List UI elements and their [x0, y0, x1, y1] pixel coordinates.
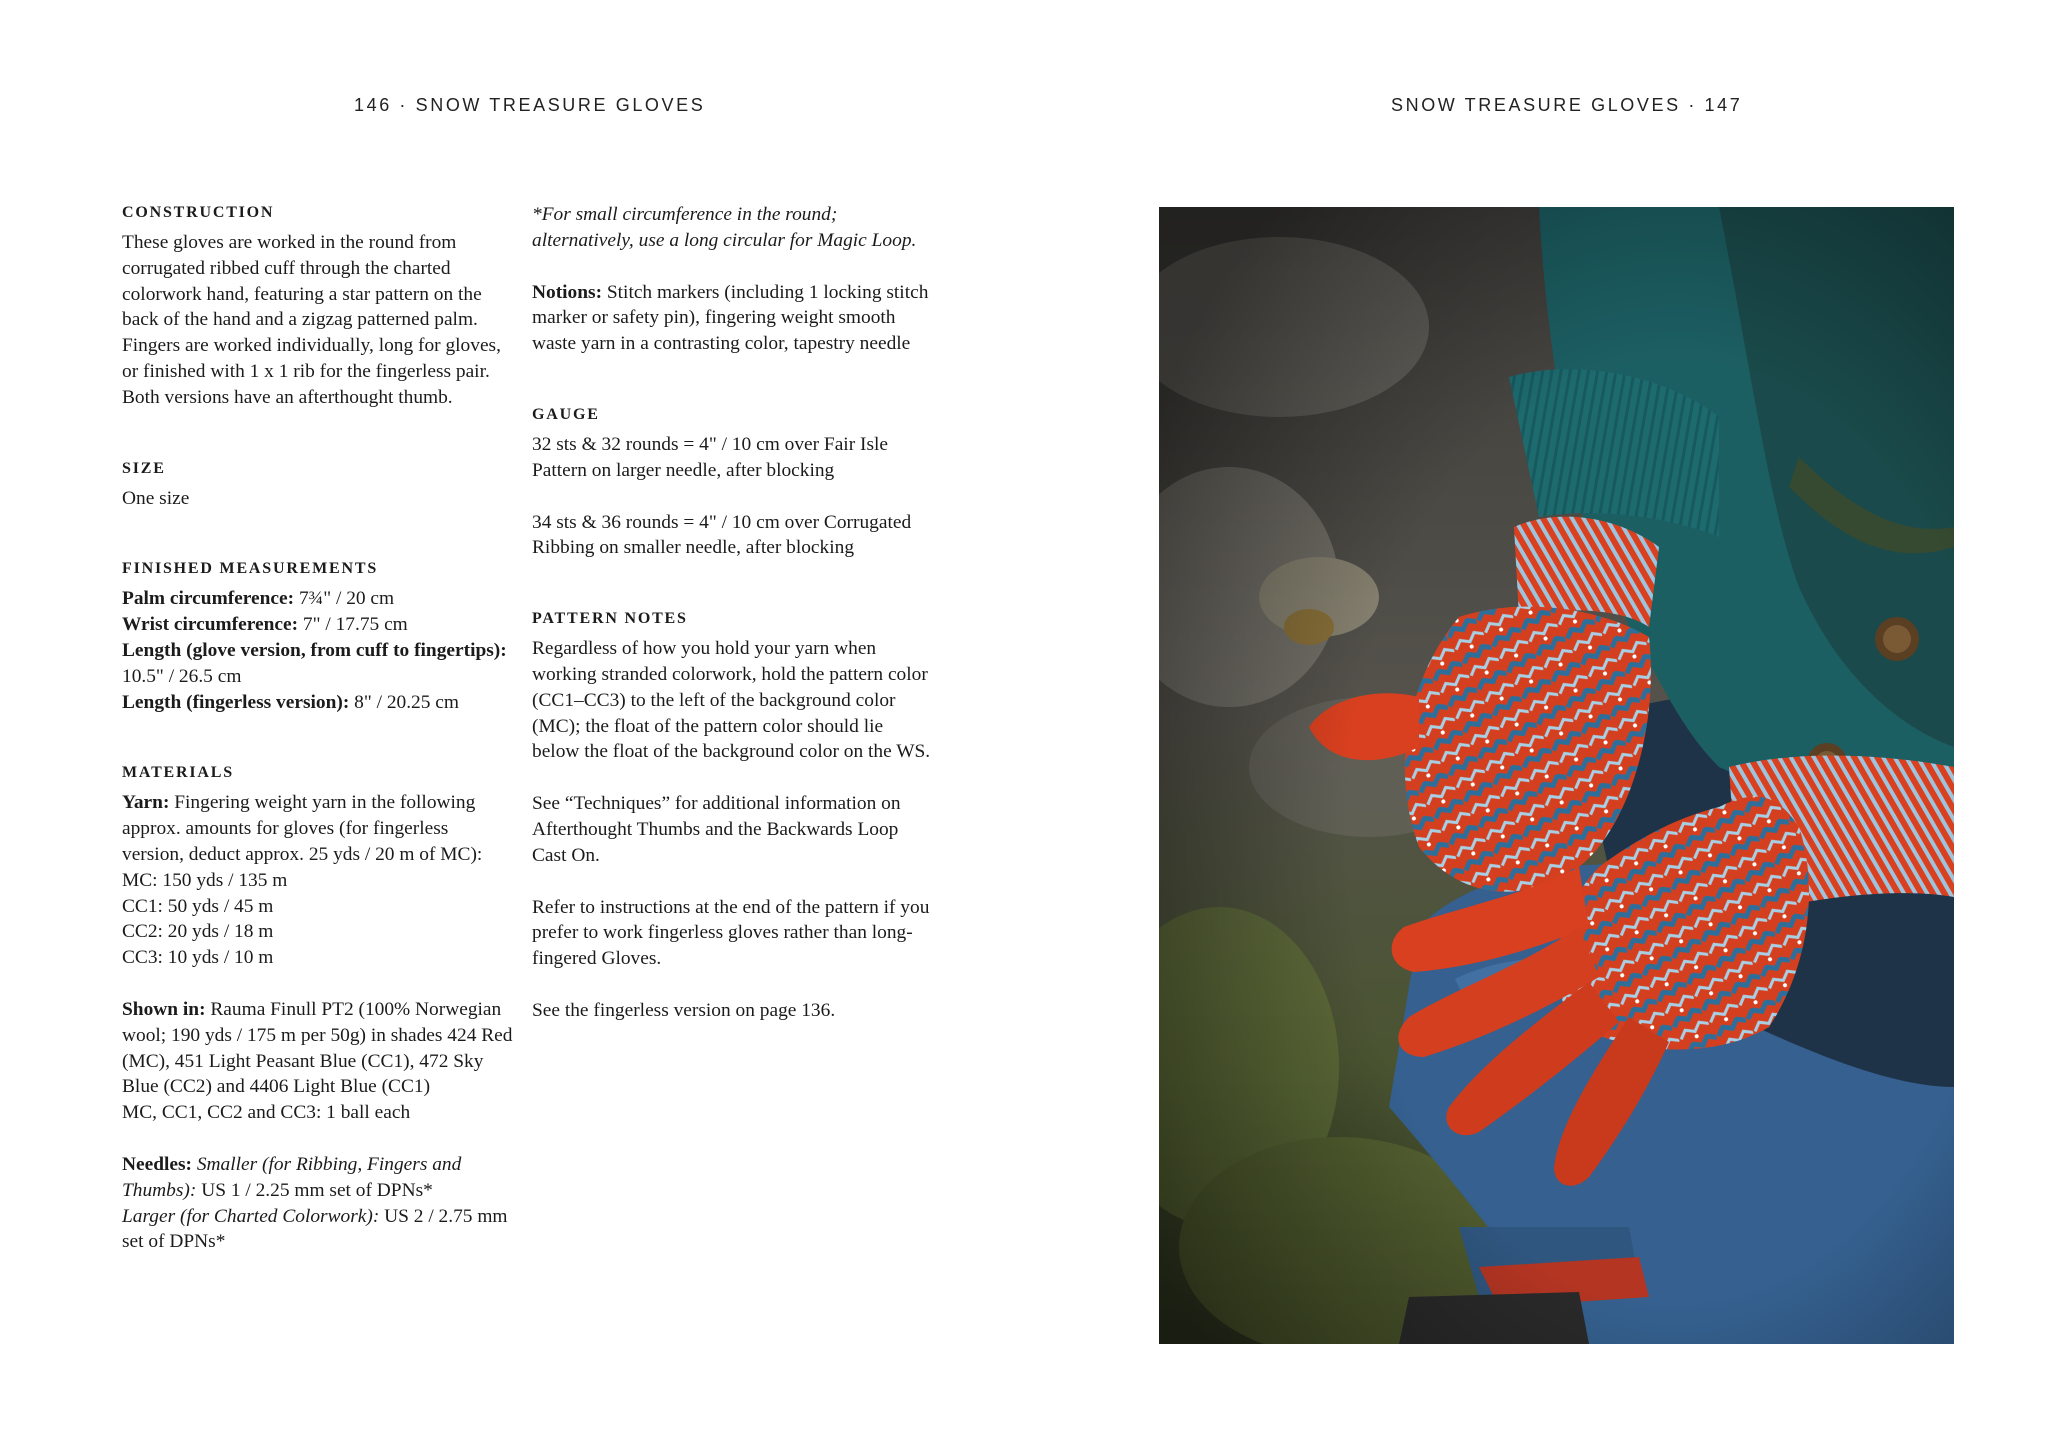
needles-label: Needles:: [122, 1153, 192, 1175]
pattern-note-4: See the fingerless version on page 136.: [532, 999, 836, 1021]
amount-cc2: CC2: 20 yds / 18 m: [122, 921, 274, 943]
left-column: [122, 202, 514, 1302]
shown-in-quantity: MC, CC1, CC2 and CC3: 1 ball each: [122, 1102, 411, 1124]
length-glove-value: 10.5" / 26.5 cm: [122, 665, 242, 687]
size-text: One size: [122, 487, 190, 509]
wrist-circumference: [122, 612, 514, 638]
size-section: [122, 458, 514, 512]
wrist-label: Wrist circumference:: [122, 614, 299, 636]
gloves-photo: [1159, 207, 1954, 1344]
palm-circumference: [122, 586, 514, 612]
materials-heading: MATERIALS: [122, 764, 234, 782]
wrist-value: 7" / 17.75 cm: [298, 614, 408, 636]
shown-in-description: Rauma Finull PT2 (100% Norwegian wool; 190 yds / 175 m per 50g) in shades 424 Red (MC), 451 Light Peasant Blue (CC1), 472 Sky Blue (CC2) and 4406 Light Blue (CC1): [122, 998, 513, 1098]
yarn-label: Yarn:: [122, 792, 170, 814]
pattern-note-3: Refer to instructions at the end of the pattern if you prefer to work fingerless gloves rather than long-fingered Gloves.: [532, 896, 930, 970]
length-glove-label: Length (glove version, from cuff to fingertips):: [122, 639, 507, 661]
running-head-right: SNOW TREASURE GLOVES · 147: [1391, 95, 1743, 115]
length-fingerless: [122, 690, 514, 716]
notions-description: Stitch markers (including 1 locking stitch marker or safety pin), fingering weight smooth waste yarn in a contrasting color, tapestry needle: [532, 281, 929, 355]
construction-heading: CONSTRUCTION: [122, 204, 275, 221]
right-column: [532, 202, 932, 1071]
needles-footnote: *For small circumference in the round; alternatively, use a long circular for Magic Loop.: [532, 204, 917, 251]
length-glove: [122, 638, 514, 690]
pattern-notes-section: [532, 608, 932, 1024]
needles-smaller-value: US 1 / 2.25 mm set of DPNs*: [196, 1179, 433, 1201]
gauge-ribbing: 34 sts & 36 rounds = 4" / 10 cm over Corrugated Ribbing on smaller needle, after blocking: [532, 511, 912, 559]
needles-larger-label: Larger (for Charted Colorwork):: [122, 1205, 380, 1227]
pattern-note-2: See “Techniques” for additional information on Afterthought Thumbs and the Backwards Loop Cast On.: [532, 793, 901, 866]
notions-text: [532, 280, 932, 357]
gloves-photo-illustration: [1159, 207, 1954, 1344]
notions-label: Notions:: [532, 281, 603, 303]
gauge-heading: GAUGE: [532, 405, 600, 423]
materials-section: [122, 762, 514, 1255]
construction-section: [122, 202, 514, 411]
shown-in-label: Shown in:: [122, 998, 206, 1020]
pattern-notes-heading: PATTERN NOTES: [532, 610, 688, 628]
finished-measurements-section: [122, 558, 514, 715]
length-fingerless-label: Length (fingerless version):: [122, 691, 350, 713]
yarn-text: [122, 790, 514, 971]
construction-text: These gloves are worked in the round from corrugated ribbed cuff through the charted colorwork hand, featuring a star pattern on the back of the hand and a zigzag patterned palm. Fingers are worked individually, long for gloves, or finished with 1 x 1 rib for the fingerless pair. Both versions have an afterthought thumb.: [122, 232, 501, 408]
palm-value: 7¾" / 20 cm: [294, 588, 395, 610]
length-fingerless-value: 8" / 20.25 cm: [349, 691, 459, 713]
needles-text: [122, 1152, 514, 1255]
needles-larger-value: US 2 / 2.75 mm set of DPNs*: [122, 1205, 508, 1253]
shown-in-text: [122, 997, 514, 1126]
needles-smaller-label: Smaller (for Ribbing, Fingers and Thumbs):: [122, 1153, 462, 1201]
pattern-note-1: Regardless of how you hold your yarn when working stranded colorwork, hold the pattern color (CC1–CC3) to the left of the background color (MC); the float of the pattern color should lie below the float of the background color on the WS.: [532, 638, 931, 763]
amount-cc3: CC3: 10 yds / 10 m: [122, 947, 274, 969]
size-heading: SIZE: [122, 459, 166, 477]
yarn-description: Fingering weight yarn in the following approx. amounts for gloves (for fingerless version, deduct approx. 25 yds / 20 m of MC):: [122, 792, 483, 865]
gauge-section: [532, 404, 932, 561]
palm-label: Palm circumference:: [122, 588, 295, 610]
amount-mc: MC: 150 yds / 135 m: [122, 869, 288, 891]
running-head-left: 146 · SNOW TREASURE GLOVES: [354, 95, 706, 115]
amount-cc1: CC1: 50 yds / 45 m: [122, 895, 274, 917]
finished-measurements-heading: FINISHED MEASUREMENTS: [122, 560, 379, 578]
gauge-fair-isle: 32 sts & 32 rounds = 4" / 10 cm over Fair Isle Pattern on larger needle, after blocking: [532, 433, 888, 481]
